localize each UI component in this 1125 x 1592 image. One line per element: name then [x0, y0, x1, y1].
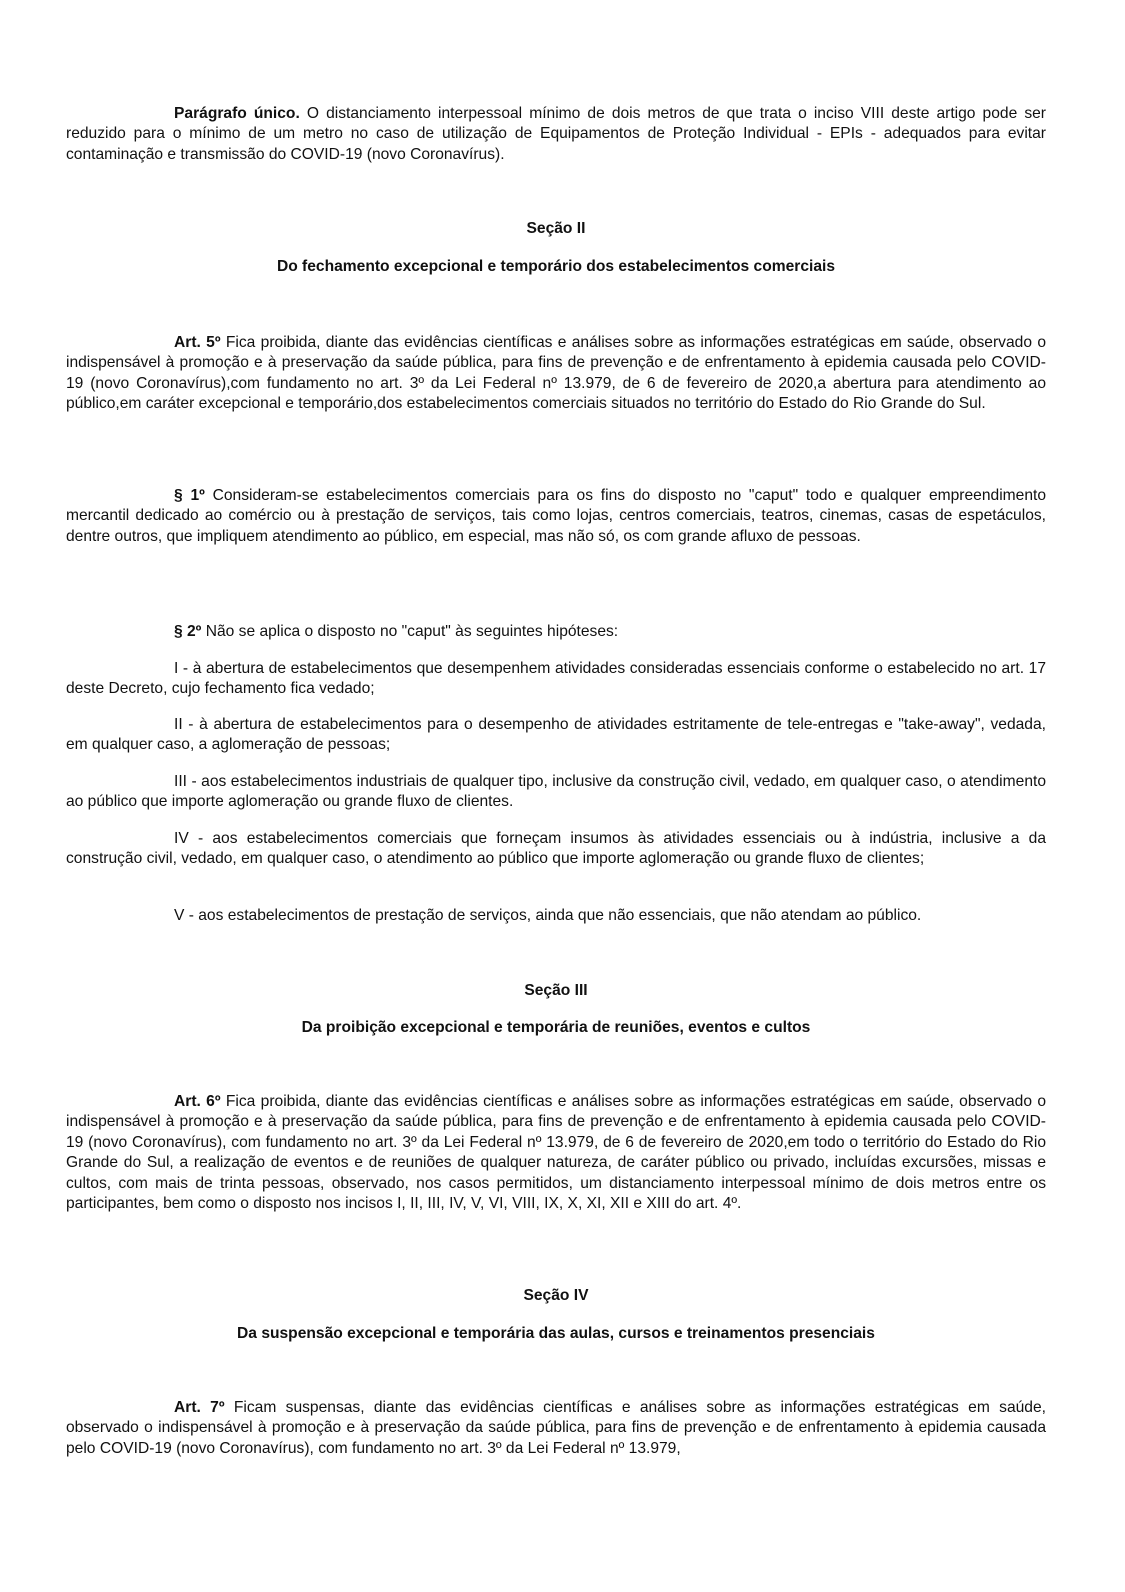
- paragraph-2: [66, 622, 1046, 642]
- article-text: Ficam suspensas, diante das evidências científicas e análises sobre as informações estratégicas em saúde, observado o indispensável à promoção e à preservação da saúde pública, para fins de prevenção e de enfrentamento à epidemia causada pelo COVID-19 (novo Coronavírus), com fundamento no art. 3º da Lei Federal nº 13.979,: [66, 1399, 1046, 1457]
- section-title-secao-iii: Seção III: [524, 982, 588, 999]
- article-lead: Art. 6º: [174, 1093, 221, 1110]
- article-text: Fica proibida, diante das evidências científicas e análises sobre as informações estratégicas em saúde, observado o indispensável à promoção e à preservação da saúde pública, para fins de prevenção e de enfrentamento à epidemia causada pelo COVID-19 (novo Coronavírus), com fundamento no art. 3º da Lei Federal nº 13.979, de 6 de fevereiro de 2020,em todo o território do Estado do Rio Grande do Sul, a realização de eventos e de reuniões de qualquer natureza, de caráter público ou privado, incluídas excursões, missas e cultos, com mais de trinta pessoas, observado, nos casos permitidos, um distanciamento interpessoal mínimo de dois metros entre os participantes, bem como o disposto nos incisos I, II, III, IV, V, VI, VIII, IX, X, XI, XII e XIII do art. 4º.: [66, 1093, 1046, 1213]
- paragraph-text: Consideram-se estabelecimentos comerciais para os fins do disposto no "caput" todo e qualquer empreendimento mercantil dedicado ao comércio ou à prestação de serviços, tais como lojas, centros comerciais, teatros, cinemas, casas de espetáculos, dentre outros, que impliquem atendimento ao público, em especial, mas não só, os com grande afluxo de pessoas.: [66, 487, 1046, 545]
- paragraph-lead: Parágrafo único.: [174, 105, 300, 122]
- paragraph-lead: § 2º: [174, 623, 202, 640]
- paragraph-1: [66, 486, 1046, 547]
- section-title-secao-iv: Seção IV: [523, 1287, 589, 1304]
- inciso-iii: III - aos estabelecimentos industriais de qualquer tipo, inclusive da construção civil, vedado, em qualquer caso, o atendimento ao público que importe aglomeração ou grande fluxo de clientes.: [66, 773, 1046, 811]
- article-7: [66, 1398, 1046, 1459]
- paragrafo-unico: [66, 104, 1046, 165]
- paragraph-text: O distanciamento interpessoal mínimo de dois metros de que trata o inciso VIII deste artigo pode ser reduzido para o mínimo de um metro no caso de utilização de Equipamentos de Proteção Individual - EPIs - adequados para evitar contaminação e transmissão do COVID-19 (novo Coronavírus).: [66, 105, 1046, 163]
- section-subtitle-secao-iii: Da proibição excepcional e temporária de reuniões, eventos e cultos: [301, 1019, 811, 1036]
- article-6: [66, 1092, 1046, 1214]
- section-subtitle-secao-iv: Da suspensão excepcional e temporária das aulas, cursos e treinamentos presenciais: [237, 1325, 875, 1342]
- inciso-v: V - aos estabelecimentos de prestação de serviços, ainda que não essenciais, que não atendam ao público.: [174, 907, 922, 924]
- inciso-ii: II - à abertura de estabelecimentos para o desempenho de atividades estritamente de tele-entregas e "take-away", vedada, em qualquer caso, a aglomeração de pessoas;: [66, 716, 1046, 754]
- section-title-secao-ii: Seção II: [526, 220, 586, 237]
- inciso-i: I - à abertura de estabelecimentos que desempenhem atividades consideradas essenciais conforme o estabelecido no art. 17 deste Decreto, cujo fechamento fica vedado;: [66, 660, 1046, 698]
- article-text: Fica proibida, diante das evidências científicas e análises sobre as informações estratégicas em saúde, observado o indispensável à promoção e à preservação da saúde pública, para fins de prevenção e de enfrentamento à epidemia causada pelo COVID-19 (novo Coronavírus),com fundamento no art. 3º da Lei Federal nº 13.979, de 6 de fevereiro de 2020,a abertura para atendimento ao público,em caráter excepcional e temporário,dos estabelecimentos comerciais situados no território do Estado do Rio Grande do Sul.: [66, 334, 1046, 413]
- paragraph-text: Não se aplica o disposto no "caput" às seguintes hipóteses:: [201, 623, 619, 640]
- article-5: [66, 333, 1046, 415]
- article-lead: Art. 7º: [174, 1399, 225, 1416]
- inciso-iv: IV - aos estabelecimentos comerciais que forneçam insumos às atividades essenciais ou à indústria, inclusive a da construção civil, vedado, em qualquer caso, o atendimento ao público que importe aglomeração ou grande fluxo de clientes;: [66, 830, 1046, 868]
- article-lead: Art. 5º: [174, 334, 221, 351]
- section-subtitle-secao-ii: Do fechamento excepcional e temporário dos estabelecimentos comerciais: [276, 258, 836, 275]
- paragraph-lead: § 1º: [174, 487, 205, 504]
